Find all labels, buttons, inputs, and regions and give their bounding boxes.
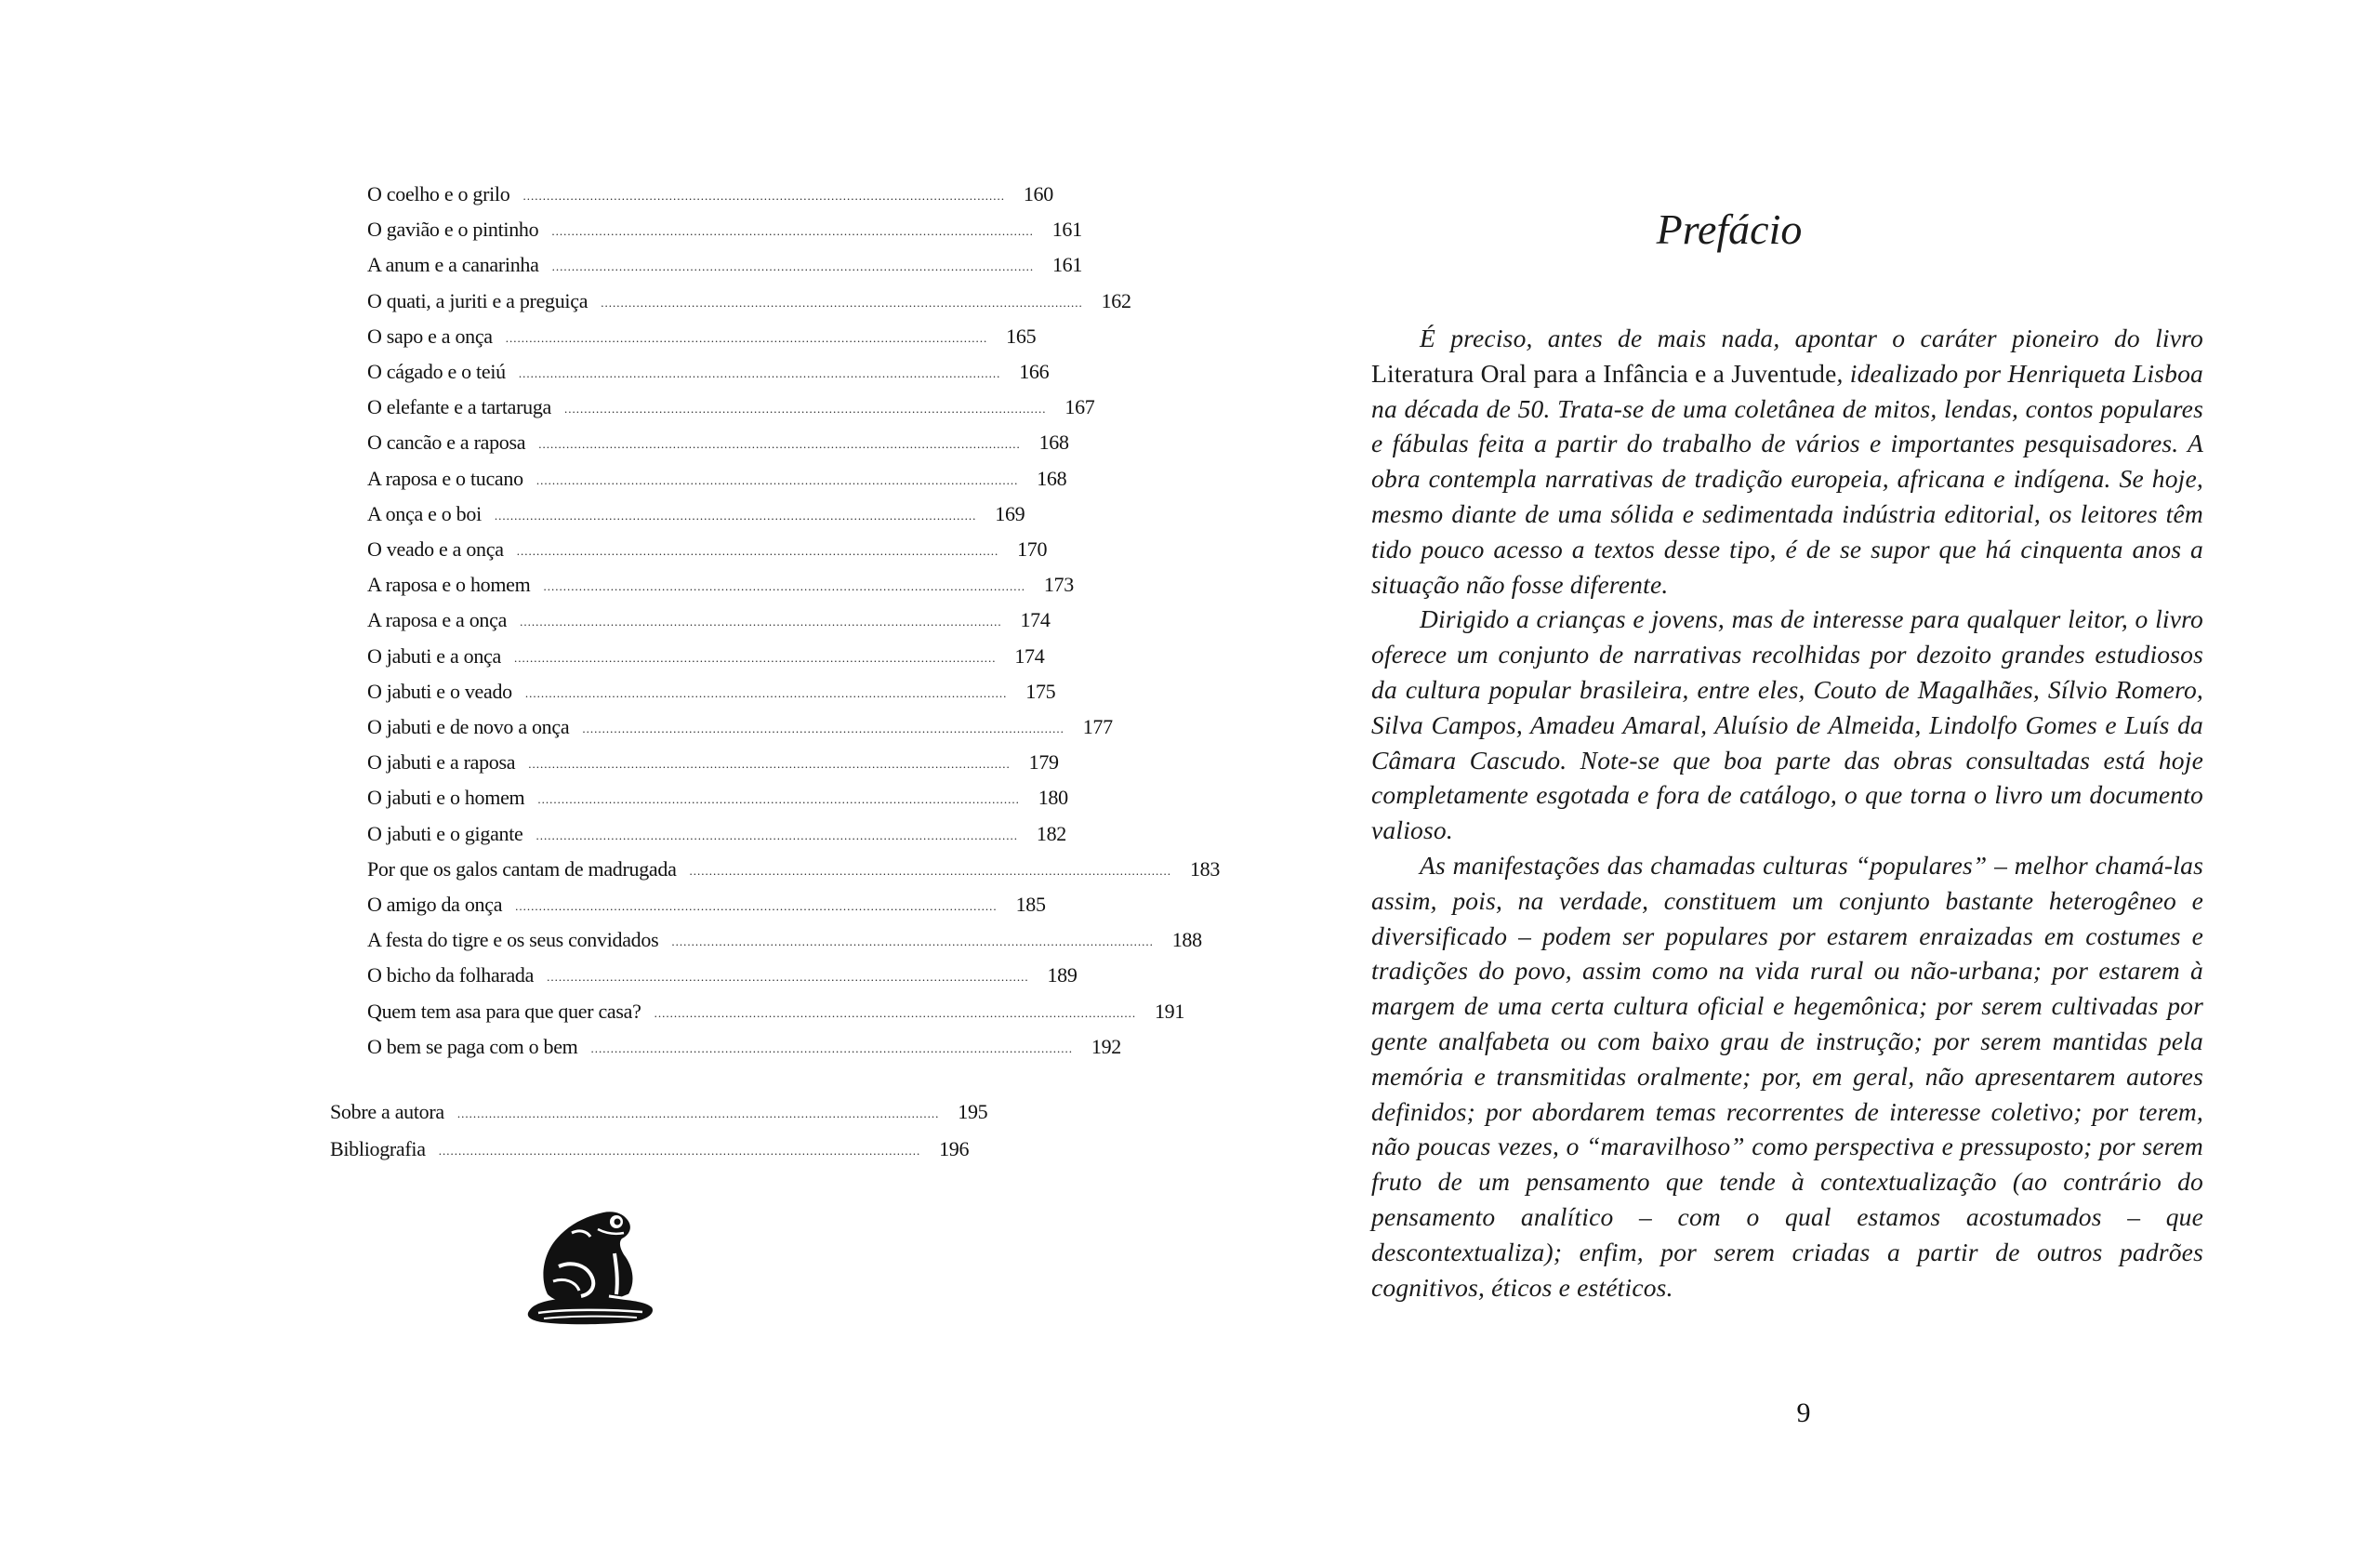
toc-entry-title: A festa do tigre e os seus convidados [367,928,659,952]
toc-leader-dots: .......................................................................................................................... [494,508,977,523]
toc-leader-dots: .......................................................................................................................... [524,685,1008,700]
toc-leader-dots: .......................................................................................................................... [543,579,1025,594]
toc-entry-page: 188 [1171,928,1202,952]
toc-entry-page: 179 [1028,750,1059,775]
toc-leader-dots: .......................................................................................................................... [538,437,1021,452]
toc-leader-dots: .......................................................................................................................... [513,650,997,665]
toc-entry-page: 169 [995,501,1025,525]
toc-leader-dots: .......................................................................................................................... [654,1005,1137,1020]
toc-entry [367,922,1202,958]
toc-entry [367,497,1025,532]
toc-entry-page: 185 [1015,893,1046,916]
toc-entry [367,390,1095,425]
toc-entry-page: 189 [1047,963,1078,987]
toc-entry [330,1132,970,1167]
toc-entry [367,816,1067,852]
toc-entry-title: Sobre a autora [330,1100,444,1123]
toc-entry [367,532,1048,567]
toc-leader-dots: .......................................................................................................................... [505,330,988,345]
toc-entry [367,887,1046,922]
toc-entry [367,284,1131,319]
toc-entry-page: 195 [958,1100,988,1123]
toc-entry-page: 167 [1064,395,1095,419]
toc-leader-dots: .......................................................................................................................... [590,1040,1073,1055]
toc-entry-page: 182 [1036,821,1067,845]
preface-body [1371,321,2203,1305]
toc-entry-title: O jabuti e a raposa [367,750,516,775]
toc-entry-page: 162 [1101,288,1131,312]
preface-paragraph-2: Dirigido a crianças e jovens, mas de interesse para qualquer leitor, o livro oferece um conjunto de narrativas recolhidas por dezoito grandes estudiosos da cultura popular brasileira, entre eles, Couto de Magalhães, Sílvio Romero, Silva Campos, Amadeu Amaral, Aluísio de Almeida, Lindolfo Gomes e Luís da Câmara Cascudo. Note-se que boa parte das obras consultadas está hoje completamente esgotada e fora de catálogo, o que torna o livro um documento valioso. [1371,604,2203,845]
toc-entry-title: Quem tem asa para que quer casa? [367,999,641,1023]
toc-entry-title: O jabuti e a onça [367,643,501,668]
toc-entry [367,425,1069,460]
toc-entry-page: 166 [1019,360,1050,383]
toc-entry-page: 192 [1091,1034,1121,1058]
toc-entry [367,780,1068,815]
toc-entry-title: A raposa e a onça [367,608,508,632]
toc-entry-page: 165 [1006,324,1037,348]
toc-leader-dots: .......................................................................................................................... [564,402,1047,417]
toc-entry-title: O sapo e a onça [367,324,493,348]
toc-entry-title: Por que os galos cantam de madrugada [367,856,677,881]
toc-entry-title: A anum e a canarinha [367,253,539,277]
toc-entry-title: A raposa e o tucano [367,466,523,490]
toc-entry [367,958,1078,993]
book-title: Literatura Oral para a Infância e a Juventude [1371,358,1837,388]
right-page [1190,0,2380,1550]
toc-entry-title: O cágado e o teiú [367,360,506,383]
toc-entry [367,354,1050,390]
toc-entry-page: 160 [1023,182,1053,205]
toc-leader-dots: .......................................................................................................................... [516,544,999,558]
toc-entry-page: 175 [1025,679,1056,703]
toc-entry [367,247,1083,283]
toc-entry-title: Bibliografia [330,1137,426,1160]
toc-entry-page: 173 [1043,573,1074,597]
toc-leader-dots: .......................................................................................................................... [456,1106,940,1120]
toc-entry-title: O elefante e a tartaruga [367,395,551,419]
toc-entry-title: O bicho da folharada [367,963,535,987]
toc-leader-dots: .......................................................................................................................... [536,472,1019,487]
preface-paragraph-1 [1371,321,2203,602]
toc-entry-title: O coelho e o grilo [367,182,510,205]
toc-leader-dots: .......................................................................................................................... [689,863,1172,878]
toc-entry-title: O cancão e a raposa [367,431,526,455]
toc-entry-page: 180 [1038,786,1068,810]
toc-entry-title: O jabuti e o homem [367,786,525,810]
toc-entry-page: 177 [1082,715,1113,738]
toc-entry [367,639,1045,674]
toc-entry [367,852,1221,887]
toc-leader-dots: .......................................................................................................................... [518,366,1001,380]
toc-entry-title: O bem se paga com o bem [367,1034,578,1058]
toc-entry-title: O jabuti e de novo a onça [367,715,570,738]
toc-leader-dots: .......................................................................................................................... [438,1144,921,1158]
toc-entry [367,319,1037,354]
toc-entry [367,603,1051,638]
toc-entry-page: 191 [1154,999,1185,1023]
toc-entry [367,709,1113,745]
page-number: 9 [1796,1398,1811,1428]
toc-entry-page: 161 [1051,253,1083,277]
toc-entry-title: A onça e o boi [367,501,482,525]
toc-entry-page: 196 [939,1137,970,1160]
toc-leader-dots: .......................................................................................................................... [582,722,1064,735]
toc-leader-dots: .......................................................................................................................... [671,934,1154,949]
toc-entry-title: O gavião e o pintinho [367,218,539,242]
toc-entry-page: 170 [1017,537,1048,561]
toc-leader-dots: .......................................................................................................................... [547,970,1029,985]
frog-icon [525,1201,655,1328]
toc-entry-title: O veado e a onça [367,537,504,561]
toc-leader-dots: .......................................................................................................................... [528,757,1011,772]
toc-leader-dots: .......................................................................................................................... [522,189,1005,203]
toc-entry-title: O quati, a juriti e a preguiça [367,288,588,312]
toc-leader-dots: .......................................................................................................................... [551,259,1035,274]
toc-entry-page: 161 [1051,218,1082,242]
toc-leader-dots: .......................................................................................................................... [601,295,1083,310]
toc-leader-dots: .......................................................................................................................... [515,899,998,913]
toc-entry [367,994,1185,1029]
preface-p1-end: , idealizado por Henriqueta Lisboa na década de 50. Trata-se de uma coletânea de mitos, lendas, contos populares e fábulas feita a partir do trabalho de vários e importantes pesquisadores. A obra contempla narrativas de tradição europeia, africana e indígena. Se hoje, mesmo diante de uma sólida e sedimentada indústria editorial, os leitores têm tido pouco acesso a textos desse tipo, é de se supor que há cinquenta anos a situação não fosse diferente. [1371,358,2203,599]
toc-entry-page: 168 [1037,466,1067,490]
toc-entry [367,674,1056,709]
toc-entry [367,745,1059,780]
toc-entry-page: 168 [1038,431,1069,455]
toc-entry-title: A raposa e o homem [367,573,531,597]
toc-entry-title: O jabuti e o veado [367,679,512,703]
toc-entry-title: O jabuti e o gigante [367,821,523,845]
page-title: Prefácio [1656,205,1803,253]
toc-entry [367,177,1053,212]
toc-leader-dots: .......................................................................................................................... [537,792,1020,807]
toc-entry-page: 174 [1020,608,1051,632]
toc-entry [330,1094,988,1130]
toc-entry [367,461,1067,497]
toc-entry [367,1029,1121,1065]
toc-entry-title: O amigo da onça [367,893,503,916]
toc-leader-dots: .......................................................................................................................... [536,828,1019,842]
preface-p1-start: É preciso, antes de mais nada, apontar o caráter pioneiro do livro [1420,324,2203,352]
toc-entry [367,212,1082,247]
preface-paragraph-3: As manifestações das chamadas culturas “populares” – melhor chamá-las assim, pois, na verdade, constituem um conjunto bastante heterogêneo e diversificado – podem ser populares por estarem enraizadas em costumes e tradições do povo, assim como na vida rural ou não-urbana; por estarem à margem de uma certa cultura oficial e hegemônica; por serem cultivadas por gente analfabeta ou com baixo grau de instrução; por serem mantidas pela memória e transmitidas oralmente; por, em geral, não apresentarem autores definidos; por abordarem temas recorrentes de interesse coletivo; por terem, não poucas vezes, o “maravilhoso” como perspectiva e pressuposto; por serem fruto de um pensamento que tende à contextualização (ao contrário do pensamento analítico – com o qual estamos acostumados – que descontextualiza); enfim, por serem criadas a partir de outros padrões cognitivos, éticos e estéticos. [1371,850,2203,1302]
toc-entry-page: 174 [1014,643,1045,668]
toc-leader-dots: .......................................................................................................................... [551,224,1034,239]
toc-leader-dots: .......................................................................................................................... [520,615,1002,629]
toc-entry [367,567,1074,603]
toc-entry-page: 183 [1189,856,1221,881]
